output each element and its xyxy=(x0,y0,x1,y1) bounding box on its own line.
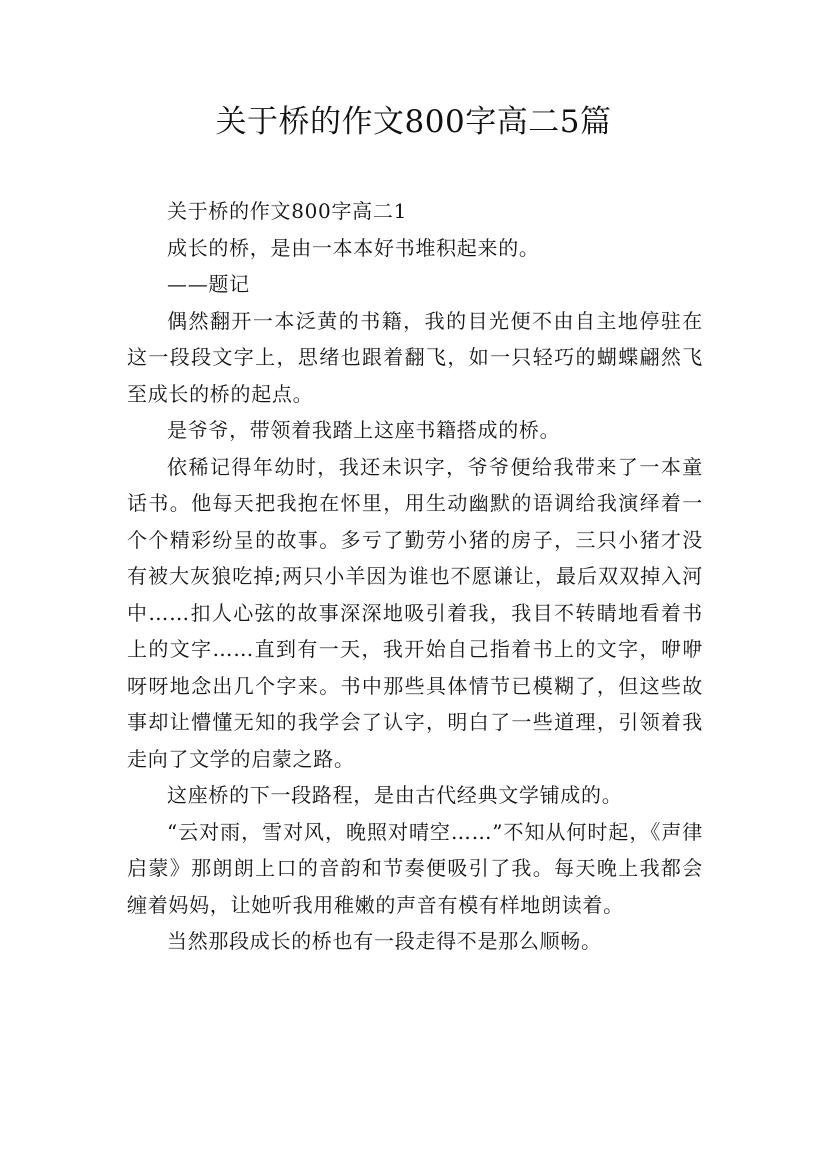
document-body xyxy=(127,193,703,960)
document-title: 关于桥的作文800字高二5篇 xyxy=(215,104,612,140)
section-heading: 关于桥的作文800字高二1 xyxy=(167,199,407,223)
paragraph-epigraph-note: ——题记 xyxy=(167,272,250,296)
paragraph-difficult-path: 当然那段成长的桥也有一段走得不是那么顺畅。 xyxy=(167,929,602,953)
paragraph-childhood-stories: 依稀记得年幼时，我还未识字，爷爷便给我带来了一本童话书。他每天把我抱在怀里，用生动幽默的语调给我演绎着一个个精彩纷呈的故事。多亏了勤劳小猪的房子，三只小猪才没有被大灰狼吃掉;两只小羊因为谁也不愿谦让，最后双双掉入河中……扣人心弦的故事深深地吸引着我，我目不转睛地看着书上的文字……直到有一天，我开始自己指着书上的文字，咿咿呀呀地念出几个字来。书中那些具体情节已模糊了，但这些故事却让懵懂无知的我学会了认字，明白了一些道理，引领着我走向了文学的启蒙之路。 xyxy=(127,454,703,771)
paragraph-opening: 成长的桥，是由一本本好书堆积起来的。 xyxy=(167,235,540,260)
paragraph-book-discovery: 偶然翻开一本泛黄的书籍，我的目光便不由自主地停驻在这一段段文字上，思绪也跟着翻飞，如一只轻巧的蝴蝶翩然飞至成长的桥的起点。 xyxy=(127,308,703,406)
paragraph-classical-literature: 这座桥的下一段路程，是由古代经典文学铺成的。 xyxy=(167,783,623,807)
paragraph-grandfather: 是爷爷，带领着我踏上这座书籍搭成的桥。 xyxy=(167,418,561,442)
paragraph-shenglv-qimeng: “云对雨，雪对风，晚照对晴空……”不知从何时起，《声律启蒙》那朗朗上口的音韵和节奏便吸引了我。每天晚上我都会缠着妈妈，让她听我用稚嫩的声音有模有样地朗读着。 xyxy=(127,819,703,917)
